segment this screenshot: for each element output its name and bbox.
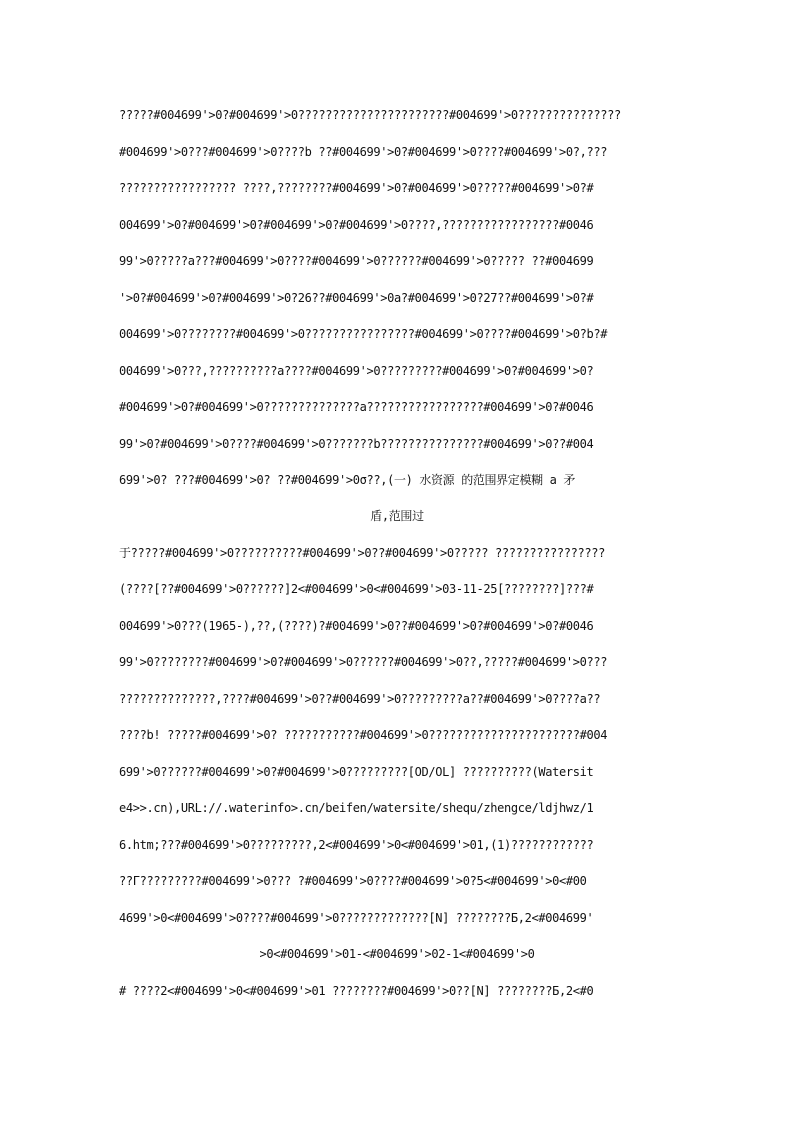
text-line: (????[??#004699'>0??????]2<#004699'>0<#004699'>03-11-25[????????]???#: [119, 582, 594, 596]
text-line: #004699'>0???#004699'>0????b ??#004699'>0?#004699'>0????#004699'>0?,???: [119, 145, 608, 159]
text-line: '>0?#004699'>0?#004699'>0?26??#004699'>0a?#004699'>0?27??#004699'>0?#: [119, 291, 594, 305]
text-line: 4699'>0<#004699'>0????#004699'>0?????????????[N] ????????Б,2<#004699': [119, 911, 594, 925]
text-line: ????????????????? ????,????????#004699'>0?#004699'>0?????#004699'>0?#: [119, 181, 594, 195]
text-line: 99'>0?????a???#004699'>0????#004699'>0??????#004699'>0????? ??#004699: [119, 254, 594, 268]
text-line: ?????#004699'>0?#004699'>0??????????????????????#004699'>0???????????????: [119, 108, 621, 122]
text-line: 99'>0?#004699'>0????#004699'>0???????b???????????????#004699'>0??#004: [119, 437, 594, 451]
text-line: 004699'>0???,??????????a????#004699'>0?????????#004699'>0?#004699'>0?: [119, 364, 594, 378]
text-line: ????b! ?????#004699'>0? ???????????#004699'>0??????????????????????#004: [119, 728, 608, 742]
text-line: 6.htm;???#004699'>0?????????,2<#004699'>0<#004699'>01,(1)????????????: [119, 838, 594, 852]
text-line: 699'>0??????#004699'>0?#004699'>0?????????[OD/OL] ??????????(Watersit: [119, 765, 594, 779]
text-line: #004699'>0?#004699'>0??????????????a?????????????????#004699'>0?#0046: [119, 400, 594, 414]
text-line-centered: 盾,范围过: [370, 509, 424, 523]
text-line: ??Г?????????#004699'>0??? ?#004699'>0????#004699'>0?5<#004699'>0<#00: [119, 874, 587, 888]
text-line: 于?????#004699'>0??????????#004699'>0??#004699'>0????? ????????????????: [119, 546, 605, 560]
text-line: 004699'>0????????#004699'>0????????????????#004699'>0????#004699'>0?b?#: [119, 327, 608, 341]
text-line: 699'>0? ???#004699'>0? ??#004699'>0σ??,(一) 水资源 的范围界定模糊 a 矛: [119, 473, 576, 487]
text-line: 004699'>0?#004699'>0?#004699'>0?#004699'>0????,?????????????????#0046: [119, 218, 594, 232]
text-line: ??????????????,????#004699'>0??#004699'>0?????????a??#004699'>0????a??: [119, 692, 601, 706]
text-line-centered: >0<#004699'>01-<#004699'>02-1<#004699'>0: [259, 947, 535, 961]
text-line: 99'>0????????#004699'>0?#004699'>0??????#004699'>0??,?????#004699'>0???: [119, 655, 608, 669]
text-line: 004699'>0???(1965-),??,(????)?#004699'>0??#004699'>0?#004699'>0?#0046: [119, 619, 594, 633]
text-line: # ????2<#004699'>0<#004699'>01 ????????#004699'>0??[N] ????????Б,2<#0: [119, 984, 594, 998]
text-line: e4>>.cn),URL://.waterinfo>.cn/beifen/watersite/shequ/zhengce/ldjhwz/1: [119, 801, 594, 815]
